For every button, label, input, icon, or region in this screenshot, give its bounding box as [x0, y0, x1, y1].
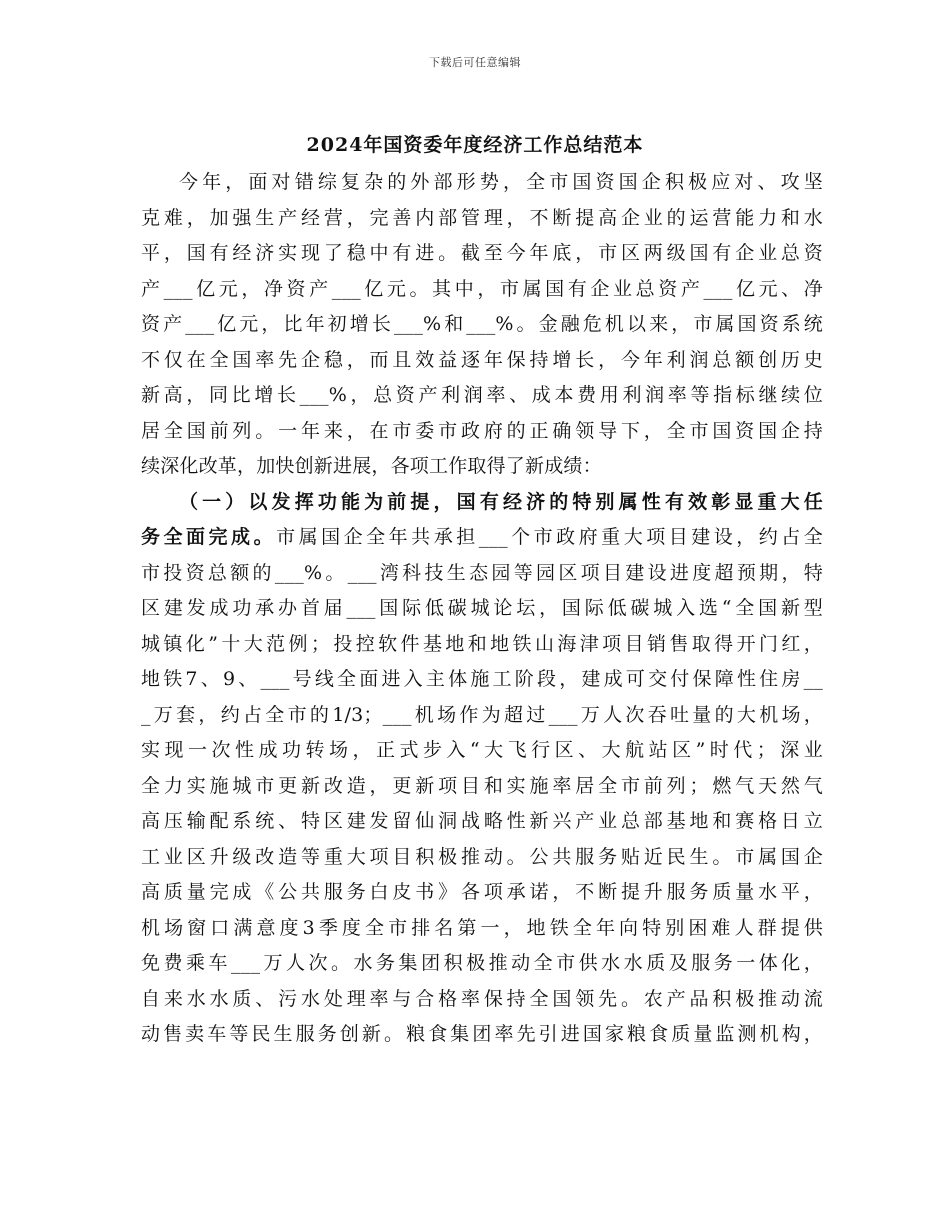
paragraph-line: 不仅在全国率先企稳，而且效益逐年保持增长，今年利润总额创历史	[141, 348, 823, 371]
paragraph-line: 平，国有经济实现了稳中有进。截至今年底，市区两级国有企业总资	[141, 242, 823, 264]
paragraph-line: 动售卖车等民生服务创新。粮食集团率先引进国家粮食质量监测机构，	[141, 1023, 823, 1045]
paragraph-line: 机场窗口满意度3季度全市排名第一，地铁全年向特别困难人群提供	[141, 916, 823, 939]
paragraph-line	[141, 520, 823, 556]
paragraph-line: 全力实施城市更新改造，更新项目和实施率居全市前列；燃气天然气	[141, 774, 823, 797]
paragraph-line: 产___亿元，净资产___亿元。其中，市属国有企业总资产___亿元、净	[141, 277, 823, 300]
section-heading-line: （一）以发挥功能为前提，国有经济的特别属性有效彰显重大任	[179, 490, 823, 513]
paragraph-line: 居全国前列。一年来，在市委市政府的正确领导下，全市国资国企持	[141, 419, 823, 442]
paragraph-line: 工业区升级改造等重大项目积极推动。公共服务贴近民生。市属国企	[141, 845, 823, 868]
paragraph-line: 地铁7、9、___号线全面进入主体施工阶段，建成可交付保障性住房__	[141, 668, 823, 690]
paragraph-line: 克难，加强生产经营，完善内部管理，不断提高企业的运营能力和水	[141, 206, 823, 229]
paragraph-line: 高质量完成《公共服务白皮书》各项承诺，不断提升服务质量水平，	[141, 881, 823, 903]
paragraph-line: 免费乘车___万人次。水务集团积极推动全市供水水质及服务一体化，	[141, 952, 823, 974]
paragraph-line: 新高，同比增长___%，总资产利润率、成本费用利润率等指标继续位	[141, 384, 823, 406]
paragraph-text: 市属国企全年共承担___个市政府重大项目建设，约占全	[276, 526, 824, 548]
section-heading-end: 务全面完成。	[141, 526, 277, 548]
header-note: 下载后可任意编辑	[429, 56, 521, 69]
paragraph-line: 今年，面对错综复杂的外部形势，全市国资国企积极应对、攻坚	[179, 171, 823, 193]
document-title: 2024年国资委年度经济工作总结范本	[306, 134, 644, 156]
paragraph-line: 续深化改革，加快创新进展，各项工作取得了新成绩：	[141, 455, 602, 477]
paragraph-line: _万套，约占全市的1/3；___机场作为超过___万人次吞吐量的大机场，	[141, 703, 823, 726]
document-body	[141, 165, 823, 1053]
paragraph-line: 区建发成功承办首届___国际低碳城论坛，国际低碳城入选“全国新型	[141, 597, 823, 619]
paragraph-line: 高压输配系统、特区建发留仙洞战略性新兴产业总部基地和赛格日立	[141, 810, 823, 832]
paragraph-line: 实现一次性成功转场，正式步入“大飞行区、大航站区”时代；深业	[141, 739, 823, 761]
paragraph-line: 市投资总额的___%。___湾科技生态园等园区项目建设进度超预期，特	[141, 561, 823, 584]
paragraph-line: 资产___亿元，比年初增长___%和___%。金融危机以来，市属国资系统	[141, 313, 823, 335]
paragraph-line: 城镇化”十大范例；投控软件基地和地铁山海津项目销售取得开门红，	[141, 632, 823, 655]
paragraph-line: 自来水水质、污水处理率与合格率保持全国领先。农产品积极推动流	[141, 987, 823, 1010]
